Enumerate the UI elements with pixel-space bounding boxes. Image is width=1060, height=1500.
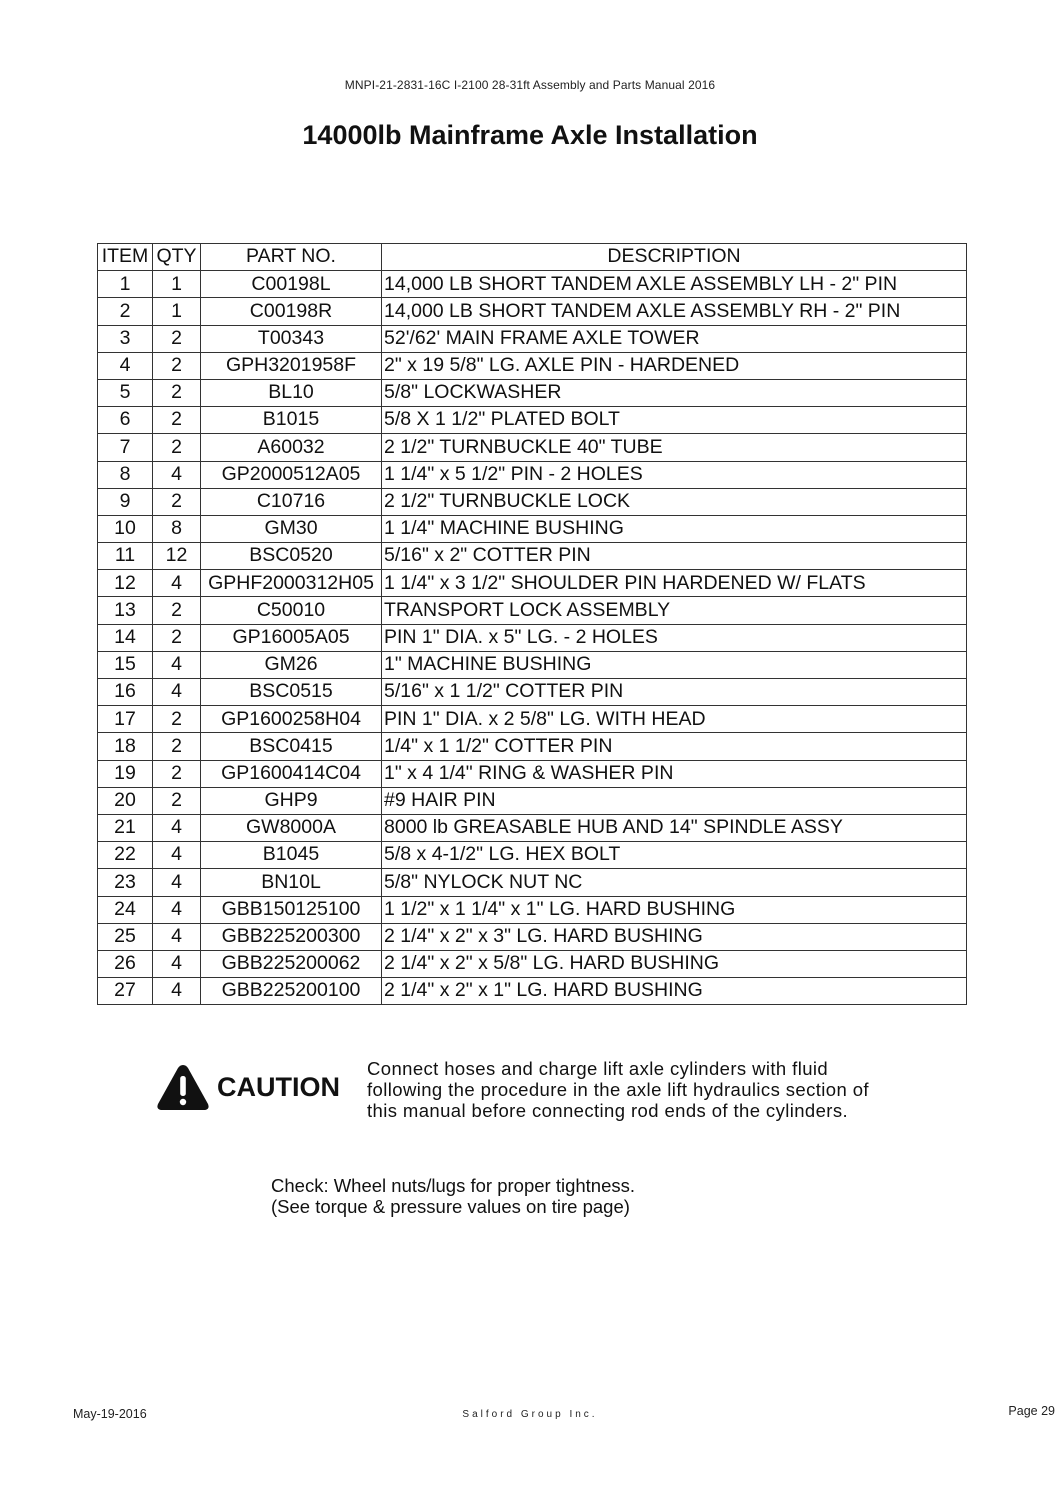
qty-cell: 2 [153,706,201,733]
part-number-cell: B1045 [201,842,382,869]
item-cell: 6 [98,407,153,434]
item-cell: 2 [98,298,153,325]
table-row [98,733,967,760]
table-row [98,842,967,869]
part-number-cell: GHP9 [201,787,382,814]
qty-cell: 2 [153,787,201,814]
item-cell: 19 [98,760,153,787]
qty-cell: 2 [153,379,201,406]
column-header-item: ITEM [98,244,153,271]
table-row [98,787,967,814]
qty-cell: 4 [153,950,201,977]
item-cell: 1 [98,271,153,298]
item-cell: 21 [98,814,153,841]
page-title: 14000lb Mainframe Axle Installation [302,120,758,150]
description-cell: PIN 1" DIA. x 2 5/8" LG. WITH HEAD [382,706,967,733]
table-row [98,597,967,624]
item-cell: 22 [98,842,153,869]
description-cell: 14,000 LB SHORT TANDEM AXLE ASSEMBLY LH - 2" PIN [382,271,967,298]
item-cell: 12 [98,570,153,597]
description-cell: 5/16" x 1 1/2" COTTER PIN [382,679,967,706]
item-cell: 5 [98,379,153,406]
item-cell: 15 [98,651,153,678]
caution-line: following the procedure in the axle lift hydraulics section of [367,1079,869,1100]
check-line: (See torque & pressure values on tire page) [271,1196,630,1217]
column-header-part-no: PART NO. [201,244,382,271]
part-number-cell: GP2000512A05 [201,461,382,488]
part-number-cell: C50010 [201,597,382,624]
description-cell: 52'/62' MAIN FRAME AXLE TOWER [382,325,967,352]
item-cell: 4 [98,352,153,379]
description-cell: 1 1/4" x 5 1/2" PIN - 2 HOLES [382,461,967,488]
description-cell: 5/8 x 4-1/2" LG. HEX BOLT [382,842,967,869]
item-cell: 8 [98,461,153,488]
warning-exclamation-icon [155,1062,211,1119]
item-cell: 27 [98,978,153,1005]
description-cell: 2" x 19 5/8" LG. AXLE PIN - HARDENED [382,352,967,379]
item-cell: 20 [98,787,153,814]
qty-cell: 4 [153,461,201,488]
part-number-cell: GBB225200300 [201,923,382,950]
qty-cell: 1 [153,271,201,298]
item-cell: 3 [98,325,153,352]
caution-message [367,1058,977,1121]
part-number-cell: GP16005A05 [201,624,382,651]
part-number-cell: BSC0515 [201,679,382,706]
caution-block [155,1062,340,1114]
caution-line: this manual before connecting rod ends of the cylinders. [367,1100,849,1121]
description-cell: 2 1/4" x 2" x 1" LG. HARD BUSHING [382,978,967,1005]
manual-reference-header: MNPI-21-2831-16C I-2100 28-31ft Assembly and Parts Manual 2016 [344,78,716,92]
part-number-cell: GPHF2000312H05 [201,570,382,597]
table-row [98,407,967,434]
table-row [98,379,967,406]
qty-cell: 4 [153,679,201,706]
part-number-cell: GBB225200062 [201,950,382,977]
table-row [98,679,967,706]
qty-cell: 4 [153,869,201,896]
qty-cell: 4 [153,896,201,923]
description-cell: 1/4" x 1 1/2" COTTER PIN [382,733,967,760]
footer-company: Salford Group Inc. [462,1409,598,1420]
item-cell: 18 [98,733,153,760]
item-cell: 7 [98,434,153,461]
item-cell: 10 [98,515,153,542]
description-cell: 2 1/4" x 2" x 5/8" LG. HARD BUSHING [382,950,967,977]
table-row [98,923,967,950]
table-row [98,624,967,651]
part-number-cell: GP1600258H04 [201,706,382,733]
description-cell: #9 HAIR PIN [382,787,967,814]
table-row [98,515,967,542]
footer-date: May-19-2016 [73,1407,147,1421]
column-header-qty: QTY [153,244,201,271]
column-header-description: DESCRIPTION [382,244,967,271]
table-row [98,488,967,515]
description-cell: 14,000 LB SHORT TANDEM AXLE ASSEMBLY RH - 2" PIN [382,298,967,325]
qty-cell: 4 [153,570,201,597]
qty-cell: 4 [153,923,201,950]
table-row [98,543,967,570]
description-cell: 2 1/2" TURNBUCKLE 40" TUBE [382,434,967,461]
qty-cell: 8 [153,515,201,542]
description-cell: 5/16" x 2" COTTER PIN [382,543,967,570]
table-row [98,298,967,325]
description-cell: PIN 1" DIA. x 5" LG. - 2 HOLES [382,624,967,651]
description-cell: 5/8" LOCKWASHER [382,379,967,406]
item-cell: 13 [98,597,153,624]
part-number-cell: GBB150125100 [201,896,382,923]
qty-cell: 2 [153,325,201,352]
item-cell: 14 [98,624,153,651]
item-cell: 17 [98,706,153,733]
part-number-cell: BL10 [201,379,382,406]
item-cell: 16 [98,679,153,706]
table-row [98,869,967,896]
qty-cell: 1 [153,298,201,325]
table-row [98,896,967,923]
table-row [98,760,967,787]
qty-cell: 4 [153,978,201,1005]
description-cell: 1" MACHINE BUSHING [382,651,967,678]
table-row [98,325,967,352]
part-number-cell: C00198R [201,298,382,325]
part-number-cell: GM26 [201,651,382,678]
item-cell: 26 [98,950,153,977]
qty-cell: 2 [153,488,201,515]
caution-line: Connect hoses and charge lift axle cylinders with fluid [367,1058,829,1079]
qty-cell: 2 [153,760,201,787]
table-row [98,978,967,1005]
item-cell: 11 [98,543,153,570]
table-row [98,434,967,461]
table-row [98,651,967,678]
table-row [98,814,967,841]
table-row [98,271,967,298]
table-row [98,352,967,379]
qty-cell: 2 [153,733,201,760]
part-number-cell: GBB225200100 [201,978,382,1005]
part-number-cell: GW8000A [201,814,382,841]
qty-cell: 4 [153,814,201,841]
qty-cell: 2 [153,624,201,651]
part-number-cell: GP1600414C04 [201,760,382,787]
part-number-cell: GM30 [201,515,382,542]
table-row [98,950,967,977]
description-cell: 1" x 4 1/4" RING & WASHER PIN [382,760,967,787]
qty-cell: 2 [153,434,201,461]
description-cell: 8000 lb GREASABLE HUB AND 14" SPINDLE ASSY [382,814,967,841]
qty-cell: 2 [153,597,201,624]
item-cell: 23 [98,869,153,896]
part-number-cell: GPH3201958F [201,352,382,379]
part-number-cell: BSC0415 [201,733,382,760]
part-number-cell: C10716 [201,488,382,515]
qty-cell: 2 [153,352,201,379]
part-number-cell: BN10L [201,869,382,896]
table-row [98,706,967,733]
description-cell: TRANSPORT LOCK ASSEMBLY [382,597,967,624]
description-cell: 1 1/4" MACHINE BUSHING [382,515,967,542]
check-line: Check: Wheel nuts/lugs for proper tightness. [271,1175,636,1196]
part-number-cell: A60032 [201,434,382,461]
item-cell: 9 [98,488,153,515]
qty-cell: 2 [153,407,201,434]
qty-cell: 4 [153,842,201,869]
description-cell: 5/8" NYLOCK NUT NC [382,869,967,896]
part-number-cell: BSC0520 [201,543,382,570]
table-row [98,461,967,488]
part-number-cell: C00198L [201,271,382,298]
item-cell: 24 [98,896,153,923]
description-cell: 1 1/2" x 1 1/4" x 1" LG. HARD BUSHING [382,896,967,923]
table-row [98,570,967,597]
description-cell: 2 1/4" x 2" x 3" LG. HARD BUSHING [382,923,967,950]
footer-page-number: Page 29 [1008,1404,1055,1418]
check-note [271,1175,635,1217]
table-header-row [98,244,967,271]
description-cell: 1 1/4" x 3 1/2" SHOULDER PIN HARDENED W/ FLATS [382,570,967,597]
parts-table-body [98,271,967,1005]
caution-label: CAUTION [217,1072,340,1102]
part-number-cell: B1015 [201,407,382,434]
parts-table [97,243,967,1005]
item-cell: 25 [98,923,153,950]
part-number-cell: T00343 [201,325,382,352]
qty-cell: 4 [153,651,201,678]
description-cell: 5/8 X 1 1/2" PLATED BOLT [382,407,967,434]
description-cell: 2 1/2" TURNBUCKLE LOCK [382,488,967,515]
qty-cell: 12 [153,543,201,570]
